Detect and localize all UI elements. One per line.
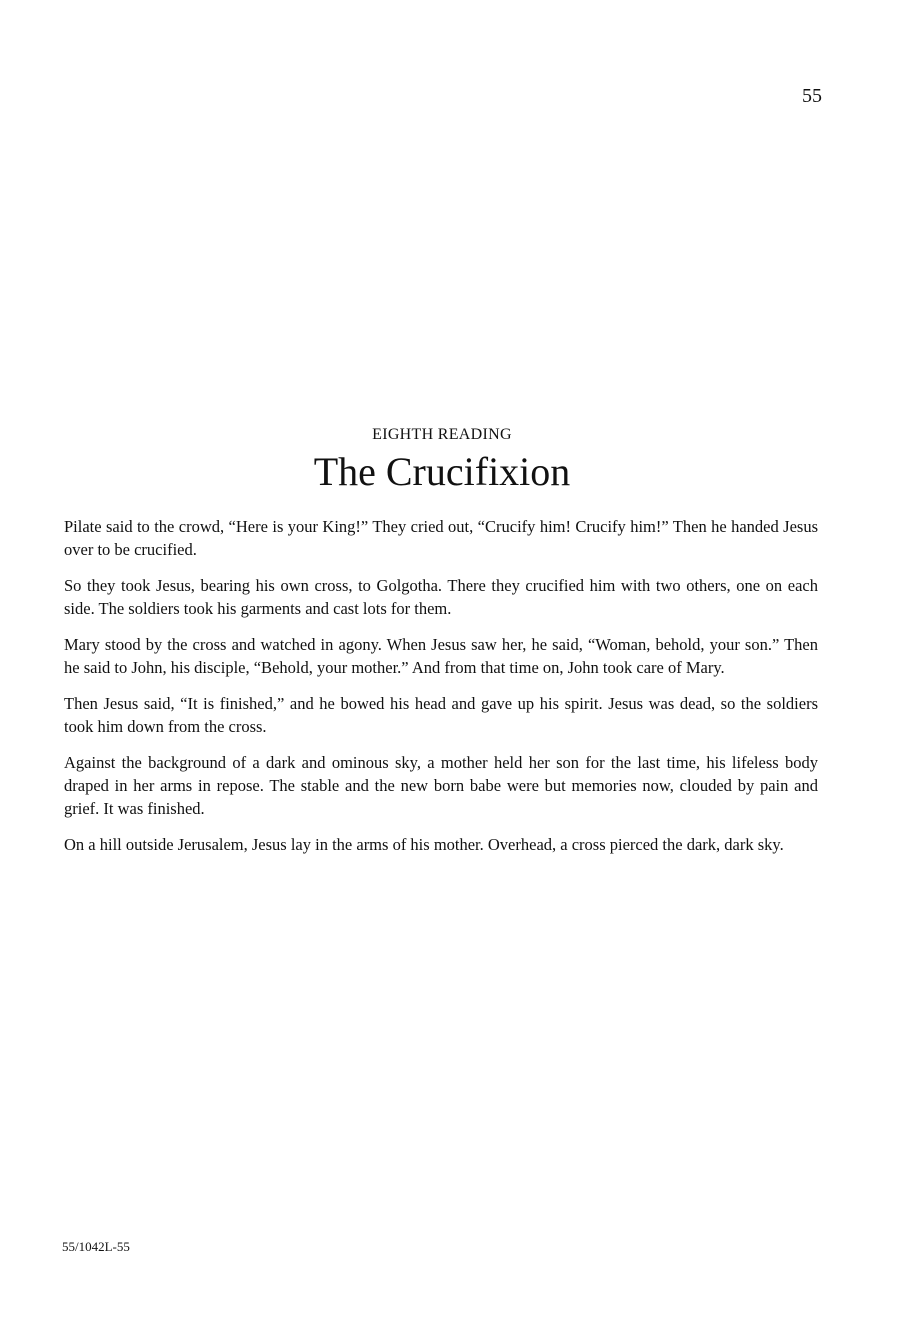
paragraph: Mary stood by the cross and watched in agony. When Jesus saw her, he said, “Woman, behold, your son.” Then he said to John, his disciple, “Behold, your mother.” And from that time on, John took care of Mary.: [64, 635, 818, 677]
paragraph: Then Jesus said, “It is finished,” and he bowed his head and gave up his spirit. Jesus was dead, so the soldiers took him down from the cross.: [64, 694, 818, 736]
reading-body: [64, 515, 818, 869]
page-number: 55: [802, 85, 822, 107]
paragraph: So they took Jesus, bearing his own cross, to Golgotha. There they crucified him with two others, one on each side. The soldiers took his garments and cast lots for them.: [64, 576, 818, 618]
paragraph: Against the background of a dark and ominous sky, a mother held her son for the last time, his lifeless body draped in her arms in repose. The stable and the new born babe were but memories now, clouded by pain and grief. It was finished.: [64, 753, 818, 818]
paragraph: Pilate said to the crowd, “Here is your King!” They cried out, “Crucify him! Crucify him!” Then he handed Jesus over to be crucified.: [64, 517, 818, 559]
section-label: EIGHTH READING: [372, 426, 512, 443]
paragraph: On a hill outside Jerusalem, Jesus lay in the arms of his mother. Overhead, a cross pierced the dark, dark sky.: [64, 835, 784, 854]
footer-code: 55/1042L-55: [62, 1239, 130, 1254]
reading-heading: [0, 424, 884, 496]
page-title: The Crucifixion: [313, 449, 571, 494]
